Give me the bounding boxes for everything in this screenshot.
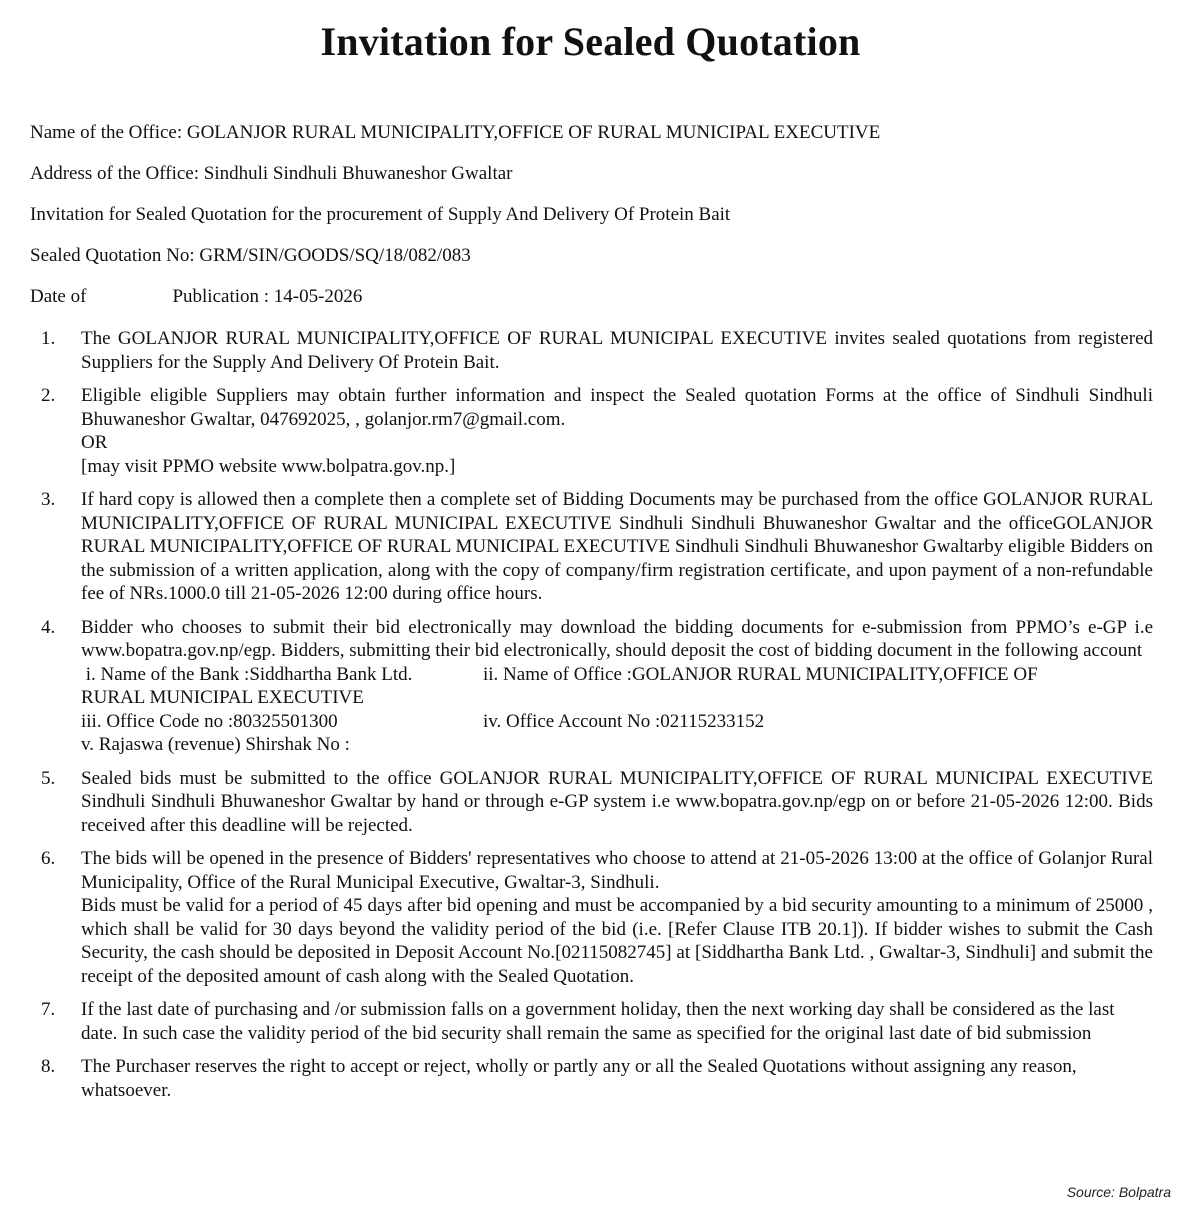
publication-date-line (30, 286, 362, 308)
watermark: ​ (396, 320, 484, 407)
office-name: ii. Name of Office :GOLANJOR RURAL MUNICIPALITY,OFFICE OF (483, 663, 1038, 685)
office-account-number: iv. Office Account No :02115233152 (483, 710, 765, 732)
document-title: Invitation for Sealed Quotation (320, 19, 861, 64)
item-text: Bidder who chooses to submit their bid electronically may download the bidding documents for e-submission from PPMO’s e-GP i.e www.bopatra.gov.np/egp. Bidders, submitting their bid electronically, should deposit the cost of bidding document in the following account (81, 616, 1153, 661)
item-text: If hard copy is allowed then a complete then a complete set of Bidding Documents may be purchased from the office GOLANJOR RURAL MUNICIPALITY,OFFICE OF RURAL MUNICIPAL EXECUTIVE Sindhuli Sindhuli Bhuwaneshor Gwaltar and the officeGOLANJOR RURAL MUNICIPALITY,OFFICE OF RURAL MUNICIPAL EXECUTIVE Sindhuli Sindhuli Bhuwaneshor Gwaltarby eligible Bidders on the submission of a written application, along with the copy of company/firm registration certificate, and upon payment of a non-refundable fee of NRs.1000.0 till 21-05-2026 12:00 during office hours. (81, 489, 1153, 604)
office-code: iii. Office Code no :80325501300 (81, 710, 338, 732)
bank-name: i. Name of the Bank :Siddhartha Bank Ltd. (81, 663, 413, 685)
item-text: The Purchaser reserves the right to accept or reject, wholly or partly any or all the Sealed Quotations without assigning any reason, whatsoever. (81, 1056, 1077, 1101)
item-number: 3. (41, 489, 56, 510)
list-item (0, 847, 1181, 988)
item-visit-website: [may visit PPMO website www.bolpatra.gov.np.] (81, 455, 456, 477)
terms-list (0, 327, 1181, 1112)
bank-details (81, 663, 1153, 687)
item-number: 1. (41, 328, 56, 349)
list-item (0, 998, 1181, 1045)
item-text-bid-validity: Bids must be valid for a period of 45 days after bid opening and must be accompanied by a bid security amounting to a minimum of 25000 , which shall be valid for 30 days beyond the validity period of the bid (i.e. [Refer Clause ITB 20.1]). If bidder wishes to submit the Cash Security, the cash should be deposited in Deposit Account No.[02115082745] at [Siddhartha Bank Ltd. , Gwaltar-3, Sindhuli] and submit the receipt of the deposited amount of cash along with the Sealed Quotation. (81, 895, 1153, 987)
office-address-line: Address of the Office: Sindhuli Sindhuli Bhuwaneshor Gwaltar (30, 163, 513, 184)
list-item (0, 488, 1181, 606)
list-item (0, 616, 1181, 757)
item-text: If the last date of purchasing and /or submission falls on a government holiday, then the next working day shall be considered as the last date. In such case the validity period of the bid security shall remain the same as specified for the original last date of bid submission (81, 999, 1115, 1044)
item-text: Eligible eligible Suppliers may obtain further information and inspect the Sealed quotation Forms at the office of Sindhuli Sindhuli Bhuwaneshor Gwaltar, 047692025, , golanjor.rm7@gmail.com. (81, 385, 1153, 430)
list-item (0, 767, 1181, 838)
item-text: The bids will be opened in the presence of Bidders' representatives who choose to attend at 21-05-2026 13:00 at the office of Golanjor Rural Municipality, Office of the Rural Municipal Executive, Gwaltar-3, Sindhuli. (81, 848, 1153, 893)
office-name-continued: RURAL MUNICIPAL EXECUTIVE (81, 687, 364, 708)
list-item (0, 384, 1181, 478)
date-label: Date of (30, 286, 87, 307)
bank-details-codes (81, 710, 1153, 734)
invitation-line: Invitation for Sealed Quotation for the procurement of Supply And Delivery Of Protein Bait (30, 204, 731, 225)
item-number: 8. (41, 1056, 56, 1077)
publication-label: Publication : 14-05-2026 (172, 286, 363, 307)
office-name-line: Name of the Office: GOLANJOR RURAL MUNICIPALITY,OFFICE OF RURAL MUNICIPAL EXECUTIVE (30, 122, 881, 143)
quotation-number-line: Sealed Quotation No: GRM/SIN/GOODS/SQ/18/082/083 (30, 245, 471, 266)
item-or: OR (81, 432, 108, 453)
rajaswa-shirshak: v. Rajaswa (revenue) Shirshak No : (81, 734, 350, 755)
list-item (0, 1055, 1181, 1102)
item-text: Sealed bids must be submitted to the office GOLANJOR RURAL MUNICIPALITY,OFFICE OF RURAL MUNICIPAL EXECUTIVE Sindhuli Sindhuli Bhuwaneshor Gwaltar by hand or through e-GP system i.e www.bopatra.gov.np/egp on or before 21-05-2026 12:00. Bids received after this deadline will be rejected. (81, 767, 1153, 836)
item-number: 7. (41, 999, 56, 1020)
item-number: 2. (41, 385, 56, 406)
item-number: 6. (41, 848, 56, 869)
item-number: 4. (41, 616, 56, 638)
source-credit: Source: Bolpatra (1066, 1184, 1171, 1200)
item-text: The GOLANJOR RURAL MUNICIPALITY,OFFICE OF RURAL MUNICIPAL EXECUTIVE invites sealed quotations from registered Suppliers for the Supply And Delivery Of Protein Bait. (81, 328, 1153, 373)
list-item (0, 327, 1181, 374)
item-number: 5. (41, 767, 56, 789)
